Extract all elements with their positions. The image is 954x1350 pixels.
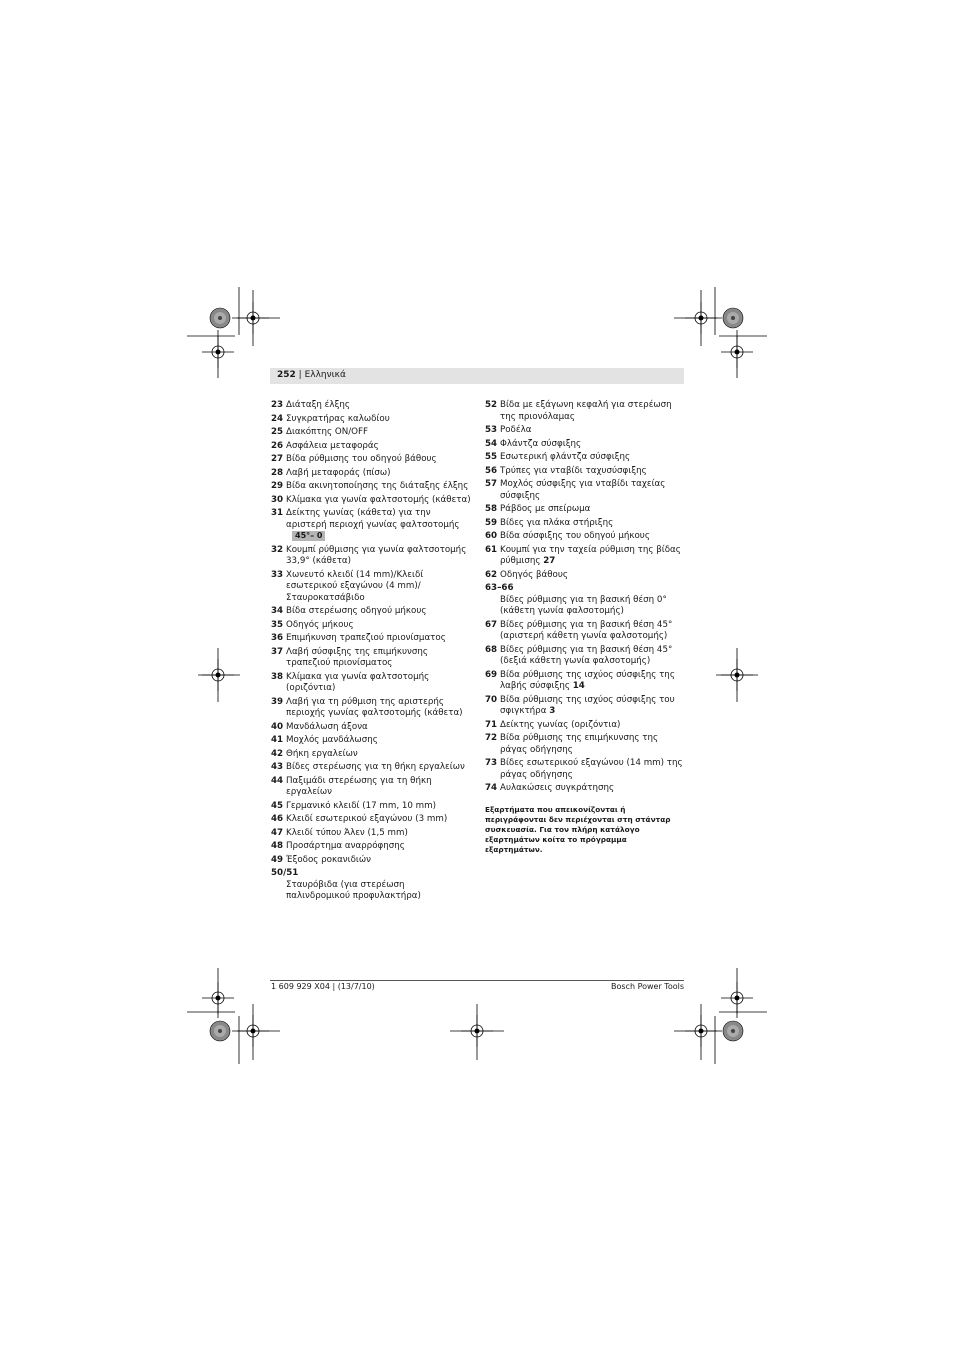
item-text — [500, 570, 685, 582]
item-label: Σταυρόβιδα (για στερέωση παλινδρομικού προφυλακτήρα) — [286, 879, 421, 901]
list-item — [485, 670, 685, 693]
list-item — [485, 758, 685, 781]
item-text — [286, 647, 471, 670]
item-number: 42 — [271, 748, 284, 759]
item-text — [286, 454, 471, 466]
item-label: Ασφάλεια μεταφοράς — [286, 440, 379, 451]
item-label: Βίδες για πλάκα στήριξης — [500, 517, 614, 528]
item-number: 54 — [485, 438, 498, 449]
item-number: 31 — [271, 508, 284, 518]
item-text — [286, 749, 471, 761]
list-item — [271, 570, 471, 605]
accessories-note: Εξαρτήματα που απεικονίζονται ή περιγράφονται δεν περιέχονται στη στάνταρ συσκευασία. Για τον πλήρη κατάλογο εξαρτημάτων κοίτα το πρόγραμμα εξαρτημάτων. — [485, 804, 671, 855]
list-item — [485, 570, 685, 582]
item-number: 61 — [485, 544, 498, 555]
item-reference: 3 — [549, 706, 556, 716]
item-label: Φλάντζα σύσφιξης — [500, 438, 582, 449]
item-label: Βίδα ρύθμισης του οδηγού βάθους — [286, 454, 437, 464]
list-item — [271, 735, 471, 747]
list-item — [271, 762, 471, 774]
item-label: Διακόπτης ON/OFF — [286, 427, 368, 437]
page-header — [277, 370, 346, 381]
item-number: 30 — [271, 494, 284, 505]
item-label: Κουμπί για την ταχεία ρύθμιση της βίδας ρύθμισης — [500, 544, 681, 566]
item-text — [500, 620, 685, 643]
item-number: 58 — [485, 504, 498, 514]
item-text — [500, 531, 685, 543]
list-item — [271, 633, 471, 645]
list-item — [485, 583, 685, 618]
item-label: Προσάρτημα αναρρόφησης — [286, 841, 405, 851]
item-label: Λαβή σύσφιξης της επιμήκυνσης τραπεζιού πριονίσματος — [286, 646, 429, 668]
bottom-center-mark — [450, 1004, 504, 1060]
top-right-marks — [674, 287, 767, 378]
list-item — [271, 441, 471, 453]
item-label: Βίδες στερέωσης για τη θήκη εργαλείων — [286, 762, 465, 772]
item-label: Βίδες εσωτερικού εξαγώνου (14 mm) της ράγας οδήγησης — [500, 758, 683, 780]
item-label: Βίδα ρύθμισης της ισχύος σύσφιξης του σφιγκτήρα — [500, 694, 675, 716]
item-number: 56 — [485, 465, 498, 476]
item-text — [286, 441, 471, 453]
list-item — [271, 697, 471, 720]
right-middle-mark — [716, 648, 758, 702]
item-label: Βίδα στερέωσης οδηγού μήκους — [286, 606, 427, 616]
item-label: Έξοδος ροκανιδιών — [286, 854, 371, 865]
item-number: 36 — [271, 633, 284, 643]
list-item — [485, 695, 685, 718]
item-label: Γερμανικό κλειδί (17 mm, 10 mm) — [286, 800, 436, 811]
item-number: 55 — [485, 452, 498, 462]
list-item — [271, 454, 471, 466]
item-text — [286, 400, 471, 412]
item-label: Οδηγός μήκους — [286, 619, 354, 630]
item-label: Βίδα με εξάγωνη κεφαλή για στερέωση της πριονόλαμας — [500, 400, 672, 422]
item-number: 29 — [271, 481, 284, 491]
item-number: 26 — [271, 440, 284, 451]
item-text — [286, 620, 471, 632]
item-number: 24 — [271, 413, 284, 424]
item-label: Βίδες ρύθμισης για τη βασική θέση 45° (δεξιά κάθετη γωνία φαλσοτομής) — [500, 644, 673, 666]
list-item — [271, 414, 471, 426]
item-text — [286, 427, 471, 439]
item-text — [286, 672, 471, 695]
item-number: 68 — [485, 644, 498, 655]
item-number: 48 — [271, 841, 284, 851]
item-number: 45 — [271, 800, 284, 811]
item-label: Βίδες ρύθμισης για τη βασική θέση 45° (αριστερή κάθετη γωνία φαλσοτομής) — [500, 619, 673, 641]
list-item — [485, 620, 685, 643]
item-text — [286, 776, 471, 799]
item-number: 41 — [271, 735, 284, 745]
list-item — [485, 479, 685, 502]
item-text — [286, 814, 471, 826]
item-number: 27 — [271, 454, 284, 464]
item-text — [286, 722, 471, 734]
list-item — [485, 733, 685, 756]
item-number: 32 — [271, 544, 284, 555]
item-text — [500, 645, 685, 668]
list-item — [271, 841, 471, 853]
item-number: 53 — [485, 425, 498, 435]
item-number: 46 — [271, 814, 284, 824]
item-number: 60 — [485, 531, 498, 541]
item-number: 43 — [271, 762, 284, 772]
item-label: Τρύπες για νταβίδι ταχυσύσφιξης — [500, 465, 647, 476]
list-item — [271, 545, 471, 568]
item-number: 34 — [271, 606, 284, 616]
item-text — [286, 735, 471, 747]
item-label: Χωνευτό κλειδί (14 mm)/Κλειδί εσωτερικού εξαγώνου (4 mm)/Σταυροκατσάβιδο — [286, 569, 424, 603]
list-item — [271, 814, 471, 826]
right-column — [485, 400, 685, 856]
item-text — [286, 545, 471, 568]
item-label: Δείκτης γωνίας (κάθετα) για την αριστερή περιοχή γωνίας φαλτσοτομής — [286, 508, 460, 530]
item-number: 63–66 — [485, 583, 514, 593]
item-number: 40 — [271, 721, 284, 732]
item-text — [286, 801, 471, 813]
item-label: Βίδα σύσφιξης του οδηγού μήκους — [500, 531, 650, 541]
item-number: 70 — [485, 694, 498, 705]
list-item — [271, 468, 471, 480]
list-item — [271, 647, 471, 670]
item-label: Μοχλός σύσφιξης για νταβίδι ταχείας σύσφιξης — [500, 479, 666, 501]
header-separator: | — [295, 370, 305, 380]
item-number: 71 — [485, 719, 498, 730]
item-number: 38 — [271, 671, 284, 682]
list-item — [271, 672, 471, 695]
list-item — [485, 425, 685, 437]
item-label: Κλίμακα για γωνία φαλτσοτομής (οριζόντια) — [286, 671, 430, 693]
bottom-left-marks — [187, 968, 280, 1064]
item-text — [500, 439, 685, 451]
list-item — [485, 400, 685, 423]
list-item — [485, 518, 685, 530]
item-label: Θήκη εργαλείων — [286, 748, 358, 759]
item-text — [286, 606, 471, 618]
item-text — [500, 518, 685, 530]
item-label: Βίδες ρύθμισης για τη βασική θέση 0° (κάθετη γωνία φαλσοτομής) — [500, 594, 667, 616]
item-label: Βίδα ρύθμισης της ισχύος σύσφιξης της λαβής σύσφιξης — [500, 669, 675, 691]
item-text — [500, 479, 685, 502]
item-text — [500, 783, 685, 795]
item-label: Βίδα ρύθμισης της επιμήκυνσης της ράγας οδήγησης — [500, 733, 659, 755]
item-label: Μανδάλωση άξονα — [286, 721, 368, 732]
item-label: Λαβή για τη ρύθμιση της αριστερής περιοχής γωνίας φαλτσοτομής (κάθετα) — [286, 696, 463, 718]
top-left-marks — [187, 287, 280, 378]
list-item — [271, 400, 471, 412]
list-item — [271, 828, 471, 840]
item-text — [286, 508, 471, 543]
item-text — [271, 880, 471, 903]
item-text — [500, 720, 685, 732]
item-label: Διάταξη έλξης — [286, 400, 350, 410]
item-text — [500, 452, 685, 464]
angle-badge: 45°– 0 — [292, 531, 325, 541]
item-text — [500, 466, 685, 478]
list-item — [485, 783, 685, 795]
item-text — [286, 855, 471, 867]
item-number: 47 — [271, 827, 284, 838]
item-label: Μοχλός μανδάλωσης — [286, 735, 378, 745]
list-item — [485, 439, 685, 451]
list-item — [485, 720, 685, 732]
item-number: 39 — [271, 696, 284, 707]
list-item — [485, 531, 685, 543]
header-language: Ελληνικά — [304, 370, 346, 380]
item-number: 57 — [485, 479, 498, 489]
item-number: 33 — [271, 569, 284, 580]
list-item — [271, 481, 471, 493]
item-reference: 27 — [543, 556, 556, 566]
item-text — [500, 545, 685, 568]
item-number: 44 — [271, 775, 284, 786]
item-label: Παξιμάδι στερέωσης για τη θήκη εργαλείων — [286, 775, 432, 797]
list-item — [485, 452, 685, 464]
left-middle-mark — [198, 648, 240, 702]
item-number: 28 — [271, 467, 284, 478]
item-label: Κουμπί ρύθμισης για γωνία φαλτσοτομής 33,9° (κάθετα) — [286, 544, 467, 566]
item-number: 69 — [485, 669, 498, 680]
item-number: 25 — [271, 427, 284, 437]
item-text — [286, 841, 471, 853]
item-text — [286, 828, 471, 840]
item-text — [286, 481, 471, 493]
list-item — [485, 466, 685, 478]
item-label: Ροδέλα — [500, 425, 532, 435]
list-item — [271, 495, 471, 507]
item-text — [286, 414, 471, 426]
item-label: Κλίμακα για γωνία φαλτσοτομής (κάθετα) — [286, 494, 471, 505]
item-label: Οδηγός βάθους — [500, 569, 569, 580]
list-item — [271, 508, 471, 543]
item-text — [485, 595, 685, 618]
item-text — [500, 425, 685, 437]
left-column — [271, 400, 471, 905]
footer-rule — [270, 980, 684, 981]
list-item — [271, 606, 471, 618]
item-number: 50/51 — [271, 868, 299, 878]
item-label: Κλειδί εσωτερικού εξαγώνου (3 mm) — [286, 814, 448, 824]
item-number: 52 — [485, 400, 498, 410]
list-item — [485, 645, 685, 668]
list-item — [271, 855, 471, 867]
item-number: 73 — [485, 758, 498, 768]
footer-document-number: 1 609 929 X04 | (13/7/10) — [271, 982, 375, 991]
item-label: Αυλακώσεις συγκράτησης — [500, 783, 615, 793]
footer-brand: Bosch Power Tools — [611, 982, 684, 991]
item-number: 37 — [271, 646, 284, 657]
item-text — [286, 468, 471, 480]
item-text — [286, 633, 471, 645]
item-text — [500, 670, 685, 693]
list-item — [271, 776, 471, 799]
item-label: Ράβδος με σπείρωμα — [500, 504, 591, 514]
list-item — [271, 801, 471, 813]
item-label: Εσωτερική φλάντζα σύσφιξης — [500, 452, 631, 462]
item-number: 59 — [485, 517, 498, 528]
list-item — [271, 868, 471, 903]
item-label: Βίδα ακινητοποίησης της διάταξης έλξης — [286, 481, 469, 491]
item-label: Κλειδί τύπου Άλεν (1,5 mm) — [286, 827, 408, 838]
item-text — [500, 400, 685, 423]
item-label: Δείκτης γωνίας (οριζόντια) — [500, 719, 621, 730]
item-reference: 14 — [572, 681, 585, 691]
list-item — [271, 427, 471, 439]
item-number: 62 — [485, 569, 498, 580]
item-text — [286, 570, 471, 605]
item-text — [500, 504, 685, 516]
item-text — [286, 697, 471, 720]
item-number: 72 — [485, 733, 498, 743]
page-number: 252 — [277, 370, 296, 380]
item-text — [500, 695, 685, 718]
list-item — [485, 504, 685, 516]
list-item — [271, 620, 471, 632]
item-text — [286, 495, 471, 507]
item-number: 49 — [271, 854, 284, 865]
item-number: 35 — [271, 619, 284, 630]
right-column-list — [485, 400, 685, 795]
item-label: Λαβή μεταφοράς (πίσω) — [286, 467, 391, 478]
item-number: 67 — [485, 619, 498, 630]
item-text — [286, 762, 471, 774]
list-item — [485, 545, 685, 568]
item-label: Συγκρατήρας καλωδίου — [286, 413, 390, 424]
list-item — [271, 749, 471, 761]
item-text — [500, 758, 685, 781]
item-number: 23 — [271, 400, 284, 410]
list-item — [271, 722, 471, 734]
item-number: 74 — [485, 783, 498, 793]
item-label: Επιμήκυνση τραπεζιού πριονίσματος — [286, 633, 446, 643]
bottom-right-marks — [674, 968, 767, 1064]
item-text — [500, 733, 685, 756]
